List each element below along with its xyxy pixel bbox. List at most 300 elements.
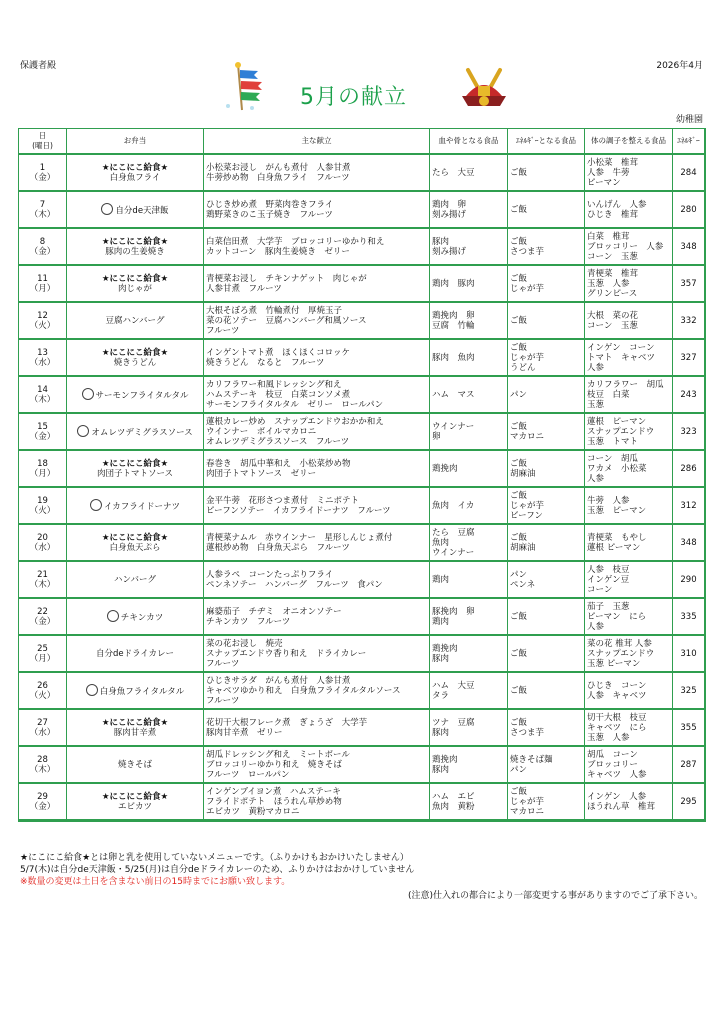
food-illustration-icon xyxy=(82,388,94,400)
blood-food-cell xyxy=(430,710,508,747)
day-number: 22 xyxy=(37,606,48,617)
bento-cell xyxy=(67,377,204,414)
blood-food-cell xyxy=(430,562,508,599)
cell-line: ハム エビ xyxy=(432,791,475,802)
cell-line: 蓮根 ピーマン xyxy=(587,416,647,427)
bento-cell xyxy=(67,784,204,821)
cell-line: ご飯 xyxy=(510,685,528,696)
energy-food-cell xyxy=(508,451,585,488)
day-of-week: （木） xyxy=(29,394,56,405)
kcal-cell: 335 xyxy=(673,599,705,636)
footer-note-furikake: 5/7(木)は自分de天津飯・5/25(月)は自分deドライカレーのため、ふりかけはおかけしていません xyxy=(20,865,415,875)
cell-line: ブロッコリー xyxy=(587,759,638,770)
cell-line: 金平牛蒡 花形さつま煮付 ミニポテト xyxy=(206,495,360,506)
table-row xyxy=(19,636,705,673)
recipient: 保護者殿 xyxy=(20,61,57,71)
col-kcal: ｴﾈﾙｷﾞｰ xyxy=(673,129,705,155)
cell-line: 青梗菜ナムル 赤ウインナー 星形しんじょ煮付 xyxy=(206,532,393,543)
energy-food-cell xyxy=(508,673,585,710)
day-number: 27 xyxy=(37,717,48,728)
table-row xyxy=(19,525,705,562)
col-blood: 血や骨となる食品 xyxy=(430,129,508,155)
main-menu-cell xyxy=(204,414,430,451)
cell-line: 花切干大根フレーク煮 ぎょうざ 大学芋 xyxy=(206,717,368,728)
cell-line: フライドポテト ほうれん草炒め物 xyxy=(206,796,342,807)
cell-line: コーン 玉葱 xyxy=(587,320,638,331)
main-menu-cell xyxy=(204,340,430,377)
kcal-cell: 243 xyxy=(673,377,705,414)
blood-food-cell xyxy=(430,673,508,710)
issue-date: 2026年4月 xyxy=(656,61,703,71)
blood-food-cell xyxy=(430,784,508,821)
cell-line: 麻婆茄子 チヂミ オニオンソテー xyxy=(206,606,342,617)
cell-line: 豚肉 xyxy=(432,236,450,247)
cell-line: サーモンフライタルタル ゼリー ロールパン xyxy=(206,399,384,410)
blood-food-cell xyxy=(430,414,508,451)
nikoniko-label: ★にこにこ給食★ xyxy=(101,458,169,469)
day-number: 29 xyxy=(37,791,48,802)
kcal-cell: 284 xyxy=(673,155,705,192)
table-row xyxy=(19,303,705,340)
kcal-cell: 310 xyxy=(673,636,705,673)
cell-line: ひじきサラダ がんも煮付 人参甘煮 xyxy=(206,675,351,686)
food-illustration-icon xyxy=(86,684,98,696)
bento-name: サーモンフライタルタル xyxy=(95,391,189,401)
cell-line: ビーフン xyxy=(510,510,543,521)
cell-line: 青梗菜 椎茸 xyxy=(587,268,639,279)
table-row xyxy=(19,488,705,525)
cell-line: ご飯 xyxy=(510,490,528,501)
day-of-week: （火） xyxy=(29,505,56,516)
blood-food-cell xyxy=(430,525,508,562)
table-row xyxy=(19,229,705,266)
cell-line: ご飯 xyxy=(510,611,528,622)
table-row xyxy=(19,673,705,710)
day-number: 11 xyxy=(37,273,48,284)
cell-line: ご飯 xyxy=(510,648,528,659)
energy-food-cell xyxy=(508,266,585,303)
cell-line: 魚肉 イカ xyxy=(432,500,475,511)
cell-line: 鶏挽肉 卵 xyxy=(432,310,475,321)
body-food-cell xyxy=(585,673,673,710)
cell-line: インゲンブイヨン煮 ハムステーキ xyxy=(206,786,341,797)
cell-line: 人参 キャベツ xyxy=(587,690,647,701)
day-cell xyxy=(19,451,67,488)
cell-line: スナップエンドウ xyxy=(587,648,655,659)
cell-line: ハムステーキ 枝豆 白菜コンソメ煮 xyxy=(206,389,351,400)
cell-line: ほうれん草 椎茸 xyxy=(587,801,656,812)
cell-line: 刻み揚げ xyxy=(432,246,467,257)
cell-line: ハム マス xyxy=(432,389,475,400)
cell-line: 豚肉 xyxy=(432,764,450,775)
bento-name: 白身魚フライ xyxy=(109,172,161,183)
energy-food-cell xyxy=(508,488,585,525)
day-number: 18 xyxy=(37,458,48,469)
cell-line: 鶏野菜きのこ玉子焼き フルーツ xyxy=(206,209,333,220)
kcal-cell: 286 xyxy=(673,451,705,488)
cell-line: パン xyxy=(510,569,528,580)
bento-cell xyxy=(67,747,204,784)
cell-line: 鶏挽肉 xyxy=(432,463,458,474)
day-of-week: （月） xyxy=(29,468,56,479)
day-cell xyxy=(19,562,67,599)
cell-line: たら 大豆 xyxy=(432,167,475,178)
bento-cell xyxy=(67,525,204,562)
blood-food-cell xyxy=(430,599,508,636)
food-illustration-icon xyxy=(101,203,113,215)
body-food-cell xyxy=(585,747,673,784)
cell-line: いんげん 人参 xyxy=(587,199,647,210)
table-row xyxy=(19,266,705,303)
footer-note-deadline: ※数量の変更は土日を含まない前日の15時までにお願い致します。 xyxy=(20,877,291,887)
cell-line: キャベツ にら xyxy=(587,722,647,733)
cell-line: 豚肉 xyxy=(432,727,450,738)
table-row xyxy=(19,562,705,599)
body-food-cell xyxy=(585,599,673,636)
cell-line: 豆腐 竹輪 xyxy=(432,320,475,331)
bento-cell xyxy=(67,636,204,673)
table-row xyxy=(19,747,705,784)
day-cell xyxy=(19,488,67,525)
cell-line: フルーツ xyxy=(206,325,240,336)
main-menu-cell xyxy=(204,599,430,636)
cell-line: 菜の花お浸し 焼売 xyxy=(206,638,283,649)
bento-cell xyxy=(67,710,204,747)
day-cell xyxy=(19,340,67,377)
table-row xyxy=(19,155,705,192)
main-menu-cell xyxy=(204,525,430,562)
day-number: 19 xyxy=(37,495,48,506)
food-illustration-icon xyxy=(107,610,119,622)
cell-line: 人参 xyxy=(587,473,605,484)
cell-line: 魚肉 黄粉 xyxy=(432,801,475,812)
cell-line: 春巻き 胡瓜中華和え 小松菜炒め物 xyxy=(206,458,351,469)
cell-line: ご飯 xyxy=(510,421,528,432)
bento-cell xyxy=(67,488,204,525)
cell-line: 切干大根 枝豆 xyxy=(587,712,647,723)
table-row xyxy=(19,340,705,377)
cell-line: ご飯 xyxy=(510,315,528,326)
cell-line: 玉葱 ピーマン xyxy=(587,658,641,669)
day-number: 8 xyxy=(39,236,46,247)
cell-line: 大根 菜の花 xyxy=(587,310,639,321)
nikoniko-label: ★にこにこ給食★ xyxy=(101,162,169,173)
energy-food-cell xyxy=(508,525,585,562)
day-number: 13 xyxy=(37,347,48,358)
main-menu-cell xyxy=(204,155,430,192)
nikoniko-label: ★にこにこ給食★ xyxy=(101,717,169,728)
kcal-cell: 332 xyxy=(673,303,705,340)
cell-line: 蓮根 ピーマン xyxy=(587,542,641,553)
bento-name: エビカツ xyxy=(117,801,152,812)
kcal-cell: 327 xyxy=(673,340,705,377)
cell-line: 豚肉 魚肉 xyxy=(432,352,475,363)
main-menu-cell xyxy=(204,636,430,673)
cell-line: ワカメ 小松菜 xyxy=(587,463,647,474)
main-menu-cell xyxy=(204,562,430,599)
day-of-week: （木） xyxy=(29,209,56,220)
day-of-week: （金） xyxy=(29,172,56,183)
bento-cell xyxy=(67,229,204,266)
kcal-cell: 280 xyxy=(673,192,705,229)
cell-line: 茄子 玉葱 xyxy=(587,601,630,612)
bento-cell xyxy=(67,562,204,599)
cell-line: ペンネソテー ハンバーグ フルーツ 食パン xyxy=(206,579,383,590)
cell-line: 牛蒡炒め物 白身魚フライ フルーツ xyxy=(206,172,350,183)
table-row xyxy=(19,451,705,488)
cell-line: ひじき コーン xyxy=(587,680,647,691)
bento-name: チキンカツ xyxy=(120,613,164,623)
bento-cell xyxy=(67,673,204,710)
bento-name: 豆腐ハンバーグ xyxy=(105,315,165,326)
cell-line: 鶏挽肉 xyxy=(432,754,458,765)
day-number: 1 xyxy=(39,162,46,173)
kcal-cell: 348 xyxy=(673,229,705,266)
cell-line: 牛蒡 人参 xyxy=(587,495,630,506)
nikoniko-label: ★にこにこ給食★ xyxy=(101,532,169,543)
bento-name: 白身魚天ぷら xyxy=(109,542,161,553)
energy-food-cell xyxy=(508,784,585,821)
energy-food-cell xyxy=(508,340,585,377)
day-cell xyxy=(19,377,67,414)
koinobori-icon xyxy=(212,62,268,112)
kcal-cell: 323 xyxy=(673,414,705,451)
body-food-cell xyxy=(585,562,673,599)
table-row xyxy=(19,599,705,636)
col-main: 主な献立 xyxy=(204,129,430,155)
cell-line: 玉葱 トマト xyxy=(587,436,639,447)
cell-line: ひじき炒め煮 野菜肉巻きフライ xyxy=(206,199,334,210)
body-food-cell xyxy=(585,784,673,821)
main-menu-cell xyxy=(204,451,430,488)
energy-food-cell xyxy=(508,155,585,192)
cell-line: マカロニ xyxy=(510,806,545,817)
cell-line: 玉葱 ピーマン xyxy=(587,505,647,516)
cell-line: 小松菜 椎茸 xyxy=(587,157,639,168)
cell-line: ご飯 xyxy=(510,342,528,353)
col-day: 日 (曜日) xyxy=(19,129,67,155)
main-menu-cell xyxy=(204,784,430,821)
day-of-week: （金） xyxy=(29,431,56,442)
energy-food-cell xyxy=(508,192,585,229)
main-menu-cell xyxy=(204,747,430,784)
body-food-cell xyxy=(585,155,673,192)
main-menu-cell xyxy=(204,673,430,710)
cell-line: ウインナー xyxy=(432,547,475,558)
table-row xyxy=(19,192,705,229)
cell-line: ツナ 豆腐 xyxy=(432,717,475,728)
day-number: 7 xyxy=(39,199,46,210)
nikoniko-label: ★にこにこ給食★ xyxy=(101,347,169,358)
day-cell xyxy=(19,599,67,636)
day-number: 25 xyxy=(37,643,48,654)
menu-table xyxy=(18,128,706,822)
cell-line: 青梗菜 もやし xyxy=(587,532,647,543)
cell-line: 大根そぼろ煮 竹輪煮付 厚焼玉子 xyxy=(206,305,343,316)
cell-line: 枝豆 白菜 xyxy=(587,389,630,400)
blood-food-cell xyxy=(430,229,508,266)
blood-food-cell xyxy=(430,303,508,340)
cell-line: フルーツ xyxy=(206,658,240,669)
cell-line: パン xyxy=(510,389,528,400)
main-menu-cell xyxy=(204,229,430,266)
cell-line: 人参 枝豆 xyxy=(587,564,630,575)
cell-line: 白菜 椎茸 xyxy=(587,231,630,242)
cell-line: ご飯 xyxy=(510,167,528,178)
blood-food-cell xyxy=(430,636,508,673)
day-cell xyxy=(19,525,67,562)
menu-body xyxy=(19,155,705,821)
col-bento: お弁当 xyxy=(67,129,204,155)
cell-line: ピーマン にら xyxy=(587,611,647,622)
bento-name: 肉団子トマトソース xyxy=(96,468,174,479)
cell-line: ご飯 xyxy=(510,236,528,247)
cell-line: 胡瓜ドレッシング和え ミートボール xyxy=(206,749,350,760)
table-row xyxy=(19,784,705,821)
cell-line: キャベツ 人参 xyxy=(587,769,647,780)
cell-line: 魚肉 xyxy=(432,537,450,548)
cell-line: 玉葱 xyxy=(587,399,605,410)
table-row xyxy=(19,377,705,414)
bento-cell xyxy=(67,451,204,488)
kcal-cell: 287 xyxy=(673,747,705,784)
body-food-cell xyxy=(585,340,673,377)
blood-food-cell xyxy=(430,266,508,303)
col-energy-food: ｴﾈﾙｷﾞｰとなる食品 xyxy=(508,129,585,155)
day-of-week: （火） xyxy=(29,690,56,701)
table-row xyxy=(19,414,705,451)
cell-line: ご飯 xyxy=(510,204,528,215)
day-number: 21 xyxy=(37,569,48,580)
energy-food-cell xyxy=(508,414,585,451)
bento-name: 白身魚フライタルタル xyxy=(99,687,185,697)
bento-name: 豚肉の生姜焼き xyxy=(105,246,165,257)
bento-cell xyxy=(67,599,204,636)
blood-food-cell xyxy=(430,451,508,488)
footer-note-nikoniko: ★にこにこ給食★とは卵と乳を使用していないメニューです。（ふりかけもおかけいたしません） xyxy=(20,853,409,863)
cell-line: カリフラワー和風ドレッシング和え xyxy=(206,379,342,390)
body-food-cell xyxy=(585,710,673,747)
main-menu-cell xyxy=(204,377,430,414)
page-title: 5月の献立 xyxy=(300,85,407,110)
day-of-week: （水） xyxy=(29,727,56,738)
main-menu-cell xyxy=(204,710,430,747)
cell-line: インゲン豆 xyxy=(587,574,630,585)
cell-line: 人参 牛蒡 xyxy=(587,167,630,178)
cell-line: 卵 xyxy=(432,431,441,442)
cell-line: フルーツ ロールパン xyxy=(206,769,290,780)
cell-line: 焼きそば麺 xyxy=(510,754,553,765)
day-cell xyxy=(19,710,67,747)
body-food-cell xyxy=(585,636,673,673)
day-cell xyxy=(19,414,67,451)
kcal-cell: 312 xyxy=(673,488,705,525)
energy-food-cell xyxy=(508,303,585,340)
cell-line: 白菜信田煮 大学芋 ブロッコリーゆかり和え xyxy=(206,236,385,247)
body-food-cell xyxy=(585,488,673,525)
cell-line: グリンピース xyxy=(587,288,638,299)
cell-line: じゃが芋 xyxy=(510,796,545,807)
cell-line: じゃが芋 xyxy=(510,352,545,363)
bento-cell xyxy=(67,303,204,340)
cell-line: カリフラワー 胡瓜 xyxy=(587,379,664,390)
cell-line: 鶏肉 xyxy=(432,574,450,585)
cell-line: エビカツ 黄粉マカロニ xyxy=(206,806,300,817)
bento-name: 焼きそば xyxy=(117,759,152,770)
day-of-week: （金） xyxy=(29,246,56,257)
cell-line: ウインナー xyxy=(432,421,475,432)
day-cell xyxy=(19,673,67,710)
body-food-cell xyxy=(585,451,673,488)
day-of-week: （金） xyxy=(29,801,56,812)
day-of-week: （木） xyxy=(29,579,56,590)
day-of-week: （月） xyxy=(29,283,56,294)
day-of-week: （木） xyxy=(29,764,56,775)
food-illustration-icon xyxy=(90,499,102,511)
day-of-week: （金） xyxy=(29,616,56,627)
cell-line: 胡麻油 xyxy=(510,468,536,479)
cell-line: インゲントマト煮 ほくほくコロッケ xyxy=(206,347,350,358)
cell-line: ウインナー ボイルマカロニ xyxy=(206,426,317,437)
cell-line: 鶏肉 xyxy=(432,616,450,627)
cell-line: 蓮根カレー炒め スナップエンドウおかか和え xyxy=(206,416,384,427)
day-cell xyxy=(19,747,67,784)
day-number: 20 xyxy=(37,532,48,543)
kcal-cell: 290 xyxy=(673,562,705,599)
cell-line: オムレツデミグラスソース フルーツ xyxy=(206,436,350,447)
cell-line: カットコーン 豚肉生姜焼き ゼリー xyxy=(206,246,350,257)
day-cell xyxy=(19,784,67,821)
energy-food-cell xyxy=(508,229,585,266)
cell-line: パン xyxy=(510,764,528,775)
cell-line: さつま芋 xyxy=(510,246,545,257)
cell-line: ご飯 xyxy=(510,717,528,728)
col-body: 体の調子を整える食品 xyxy=(585,129,673,155)
body-food-cell xyxy=(585,377,673,414)
bento-cell xyxy=(67,414,204,451)
day-of-week: （火） xyxy=(29,320,56,331)
cell-line: ハム 大豆 xyxy=(432,680,475,691)
bento-cell xyxy=(67,340,204,377)
nikoniko-label: ★にこにこ給食★ xyxy=(101,273,169,284)
cell-line: じゃが芋 xyxy=(510,500,545,511)
blood-food-cell xyxy=(430,747,508,784)
table-row xyxy=(19,710,705,747)
main-menu-cell xyxy=(204,266,430,303)
footer-note-disclaimer: (注意)仕入れの都合により一部変更する事がありますのでご了承下さい。 xyxy=(407,891,703,901)
bento-name: ハンバーグ xyxy=(114,574,156,585)
kcal-cell: 325 xyxy=(673,673,705,710)
cell-line: キャベツゆかり和え 白身魚フライタルタルソース xyxy=(206,685,401,696)
nikoniko-label: ★にこにこ給食★ xyxy=(101,791,169,802)
energy-food-cell xyxy=(508,377,585,414)
main-menu-cell xyxy=(204,488,430,525)
cell-line: 蓮根炒め物 白身魚天ぷら フルーツ xyxy=(206,542,350,553)
cell-line: コーン 玉葱 xyxy=(587,251,638,262)
cell-line: 玉葱 人参 xyxy=(587,278,630,289)
cell-line: ピーフンソテー イカフライドーナツ フルーツ xyxy=(206,505,391,516)
cell-line: ブロッコリー 人参 xyxy=(587,241,664,252)
main-menu-cell xyxy=(204,192,430,229)
kcal-cell: 348 xyxy=(673,525,705,562)
blood-food-cell xyxy=(430,377,508,414)
blood-food-cell xyxy=(430,192,508,229)
day-number: 12 xyxy=(37,310,48,321)
day-of-week: （水） xyxy=(29,542,56,553)
cell-line: 玉葱 人参 xyxy=(587,732,630,743)
cell-line: 菜の花ソテー 豆腐ハンバーグ和風ソース xyxy=(206,315,367,326)
bento-cell xyxy=(67,155,204,192)
